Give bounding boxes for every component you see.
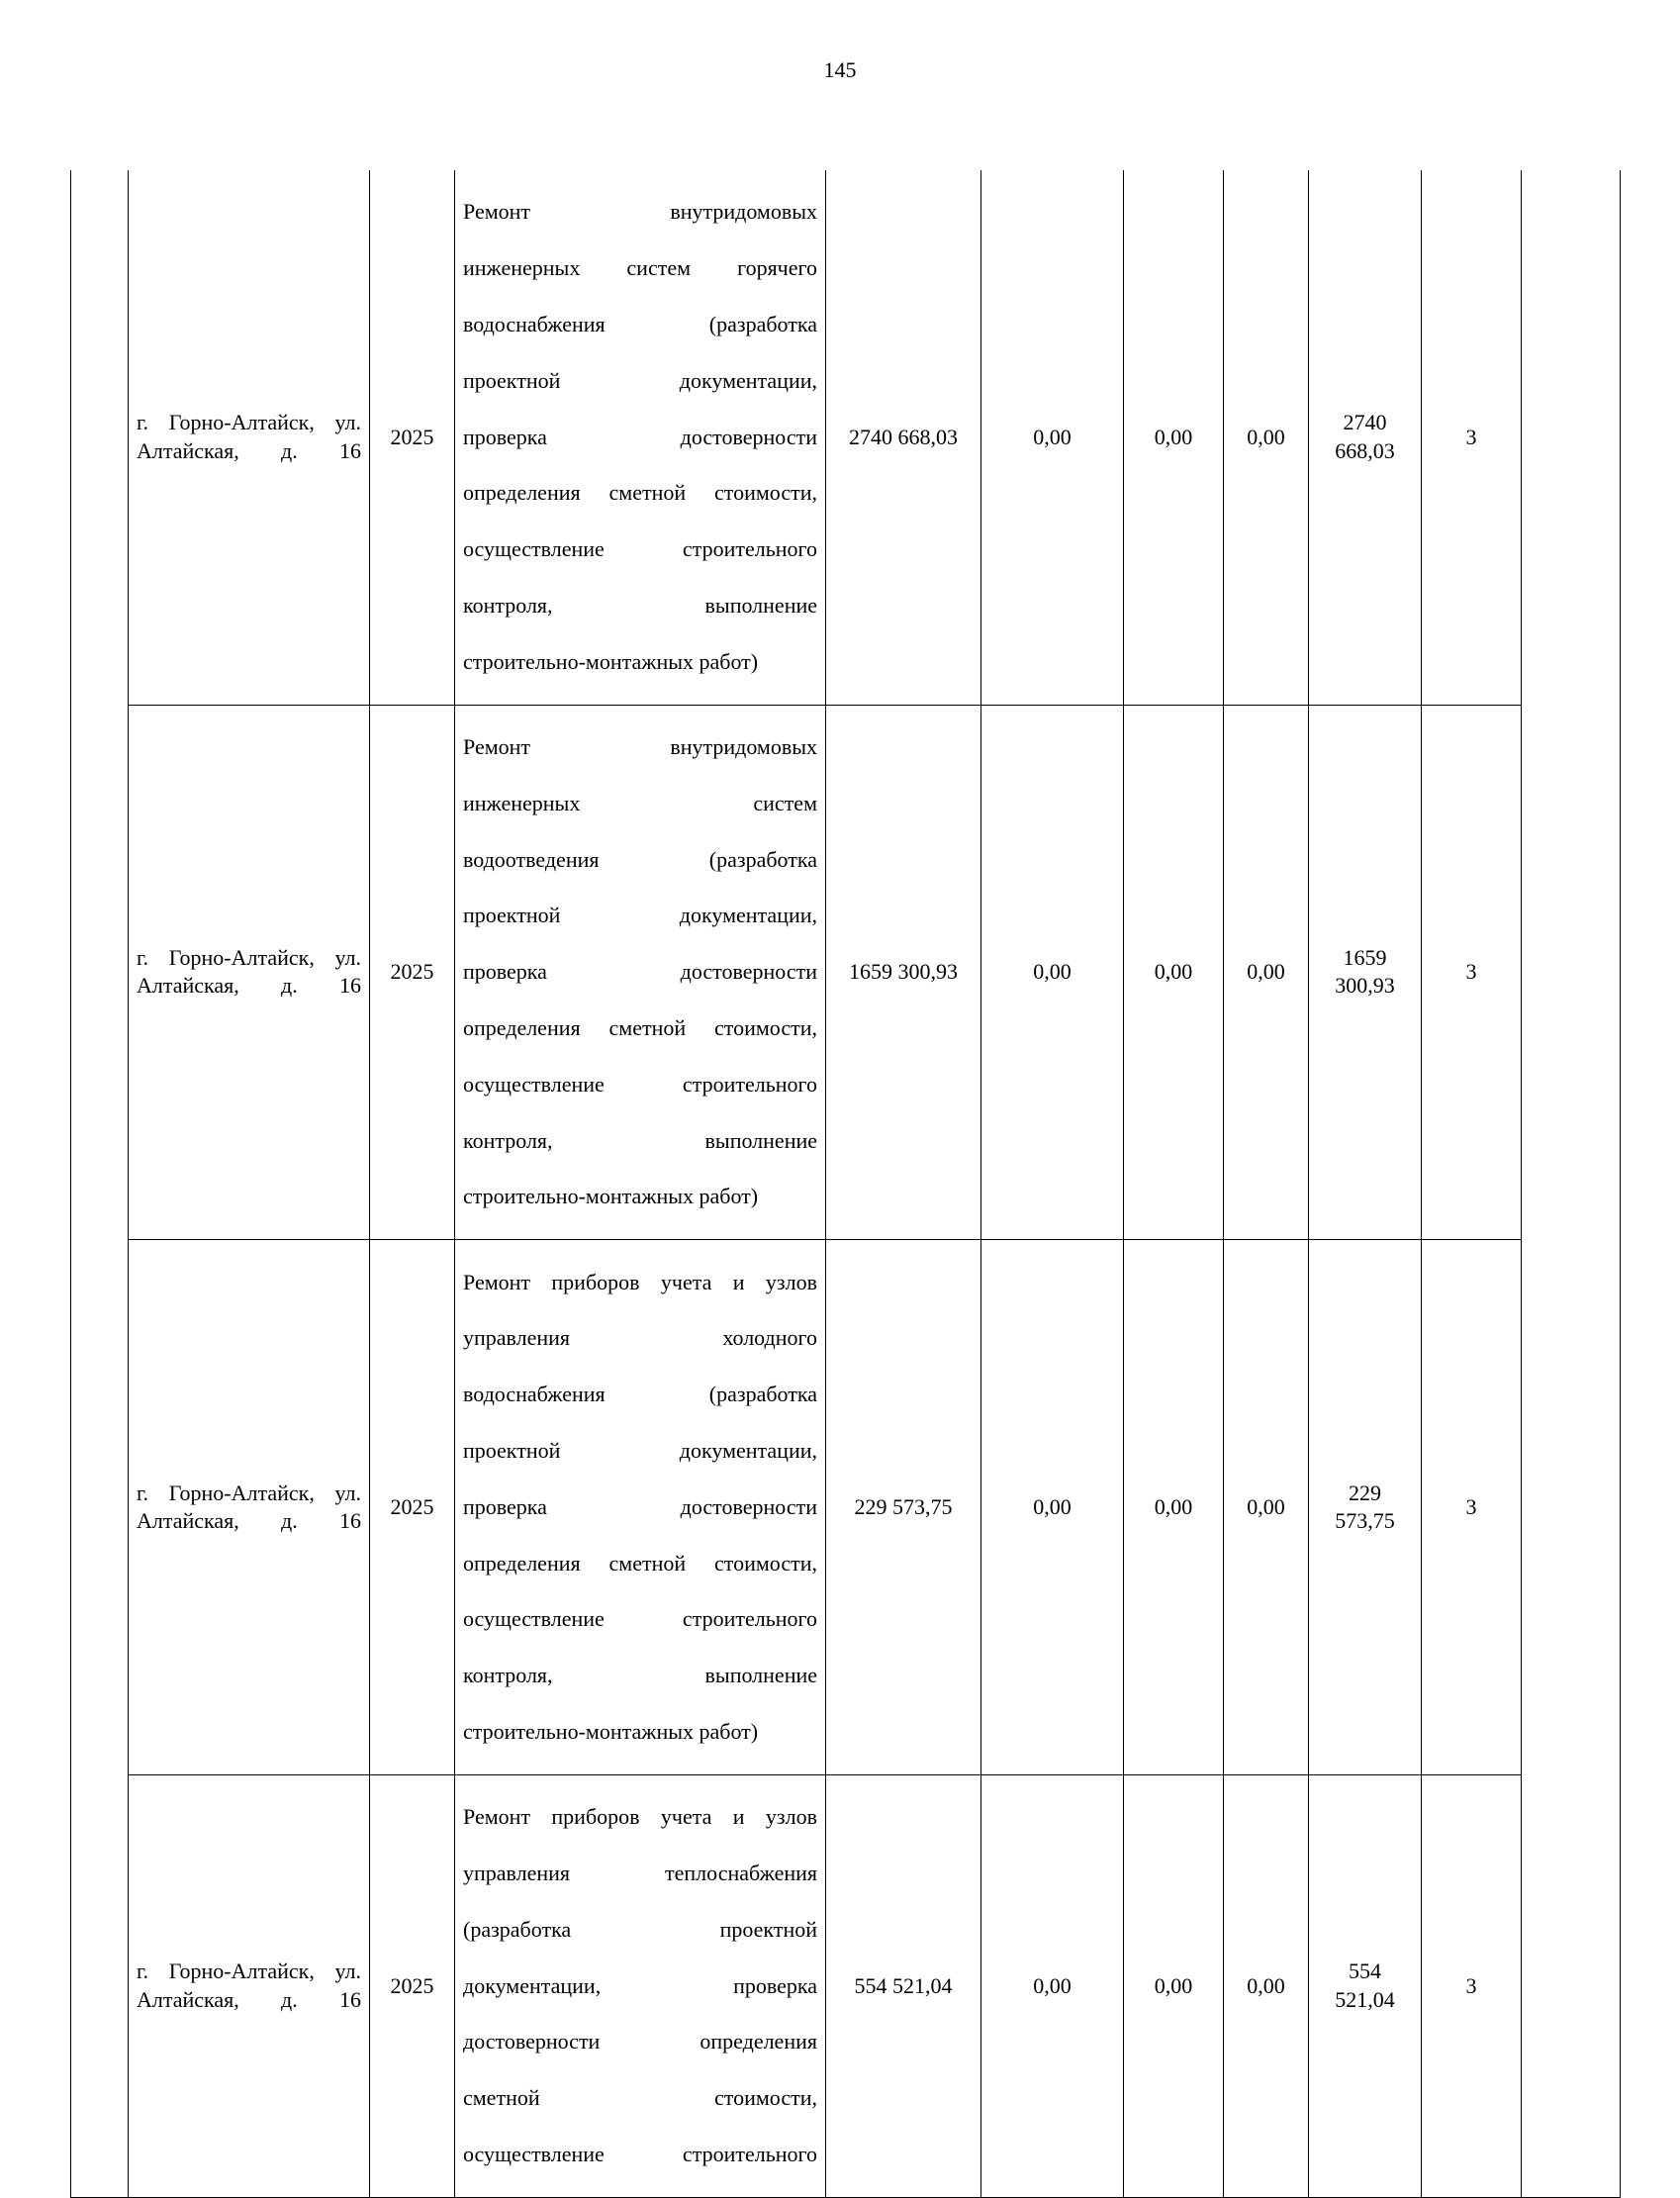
amount-a-cell: 0,00 — [981, 1240, 1124, 1775]
description-line: определения сметной стоимости, — [463, 480, 817, 506]
description-line: водоотведения (разработка — [463, 846, 817, 872]
description-line: контроля, выполнение — [463, 592, 817, 618]
amount-c-cell: 0,00 — [1224, 705, 1309, 1240]
description-line: достоверности определения — [463, 2029, 817, 2055]
description-line: осуществление строительного — [463, 536, 817, 562]
count-cell: 3 — [1422, 1774, 1522, 2197]
amount-c-cell: 0,00 — [1224, 170, 1309, 705]
description-line: осуществление строительного — [463, 1606, 817, 1632]
description-line: проектной документации, — [463, 367, 817, 393]
work-description-cell — [455, 1240, 826, 1775]
amount-b-cell: 0,00 — [1124, 170, 1224, 705]
total-cell: 2740 668,03 — [1309, 170, 1422, 705]
year-cell: 2025 — [370, 1774, 455, 2197]
description-line: Ремонт приборов учета и узлов — [463, 1269, 817, 1294]
amount-b-cell: 0,00 — [1124, 1240, 1224, 1775]
row-group-number-cell — [71, 170, 129, 2197]
description-line: (разработка проектной — [463, 1916, 817, 1942]
address-cell: г. Горно-Алтайск, ул. Алтайская, д. 16 — [129, 1774, 370, 2197]
description-line: строительно-монтажных работ) — [463, 1718, 759, 1744]
address-cell: г. Горно-Алтайск, ул. Алтайская, д. 16 — [129, 1240, 370, 1775]
description-line: проектной документации, — [463, 903, 817, 928]
amount-c-cell: 0,00 — [1224, 1240, 1309, 1775]
amount-a-cell: 0,00 — [981, 705, 1124, 1240]
cost-cell: 554 521,04 — [826, 1774, 981, 2197]
cost-cell: 2740 668,03 — [826, 170, 981, 705]
amount-b-cell: 0,00 — [1124, 705, 1224, 1240]
description-line: проверка достоверности — [463, 424, 817, 449]
description-line: управления теплоснабжения — [463, 1860, 817, 1885]
description-line: управления холодного — [463, 1325, 817, 1351]
work-description-cell — [455, 705, 826, 1240]
description-line: контроля, выполнение — [463, 1127, 817, 1153]
count-cell: 3 — [1422, 170, 1522, 705]
description-line: проектной документации, — [463, 1437, 817, 1463]
total-cell: 229 573,75 — [1309, 1240, 1422, 1775]
count-cell: 3 — [1422, 1240, 1522, 1775]
year-cell: 2025 — [370, 1240, 455, 1775]
amount-a-cell: 0,00 — [981, 170, 1124, 705]
description-line: водоснабжения (разработка — [463, 1382, 817, 1407]
amount-c-cell: 0,00 — [1224, 1774, 1309, 2197]
trailing-empty-cell — [1522, 170, 1621, 2197]
description-line: сметной стоимости, — [463, 2085, 817, 2111]
description-line: документации, проверка — [463, 1972, 817, 1998]
total-cell: 554 521,04 — [1309, 1774, 1422, 2197]
work-description-cell — [455, 170, 826, 705]
year-cell: 2025 — [370, 705, 455, 1240]
address-cell: г. Горно-Алтайск, ул. Алтайская, д. 16 — [129, 705, 370, 1240]
total-cell: 1659 300,93 — [1309, 705, 1422, 1240]
description-line: Ремонт внутридомовых — [463, 199, 817, 225]
description-line: инженерных систем — [463, 790, 817, 815]
table-row — [71, 1774, 1621, 2197]
cost-cell: 229 573,75 — [826, 1240, 981, 1775]
description-line: водоснабжения (разработка — [463, 312, 817, 336]
description-line: строительно-монтажных работ) — [463, 648, 759, 674]
description-line: определения сметной стоимости, — [463, 1014, 817, 1040]
description-line: осуществление строительного — [463, 2141, 817, 2166]
description-line: инженерных систем горячего — [463, 255, 817, 281]
repair-works-table — [70, 170, 1621, 2198]
amount-a-cell: 0,00 — [981, 1774, 1124, 2197]
year-cell: 2025 — [370, 170, 455, 705]
description-line: Ремонт приборов учета и узлов — [463, 1804, 817, 1830]
amount-b-cell: 0,00 — [1124, 1774, 1224, 2197]
count-cell: 3 — [1422, 705, 1522, 1240]
table-row — [71, 1240, 1621, 1775]
work-description-cell — [455, 1774, 826, 2197]
description-line: осуществление строительного — [463, 1071, 817, 1097]
description-line: Ремонт внутридомовых — [463, 733, 817, 759]
table-row — [71, 705, 1621, 1240]
description-line: контроля, выполнение — [463, 1663, 817, 1688]
description-line: определения сметной стоимости, — [463, 1550, 817, 1576]
table-row — [71, 170, 1621, 705]
address-cell: г. Горно-Алтайск, ул. Алтайская, д. 16 — [129, 170, 370, 705]
description-line: проверка достоверности — [463, 1493, 817, 1519]
description-line: строительно-монтажных работ) — [463, 1184, 759, 1209]
description-line: проверка достоверности — [463, 959, 817, 985]
cost-cell: 1659 300,93 — [826, 705, 981, 1240]
page-number: 145 — [823, 57, 857, 82]
